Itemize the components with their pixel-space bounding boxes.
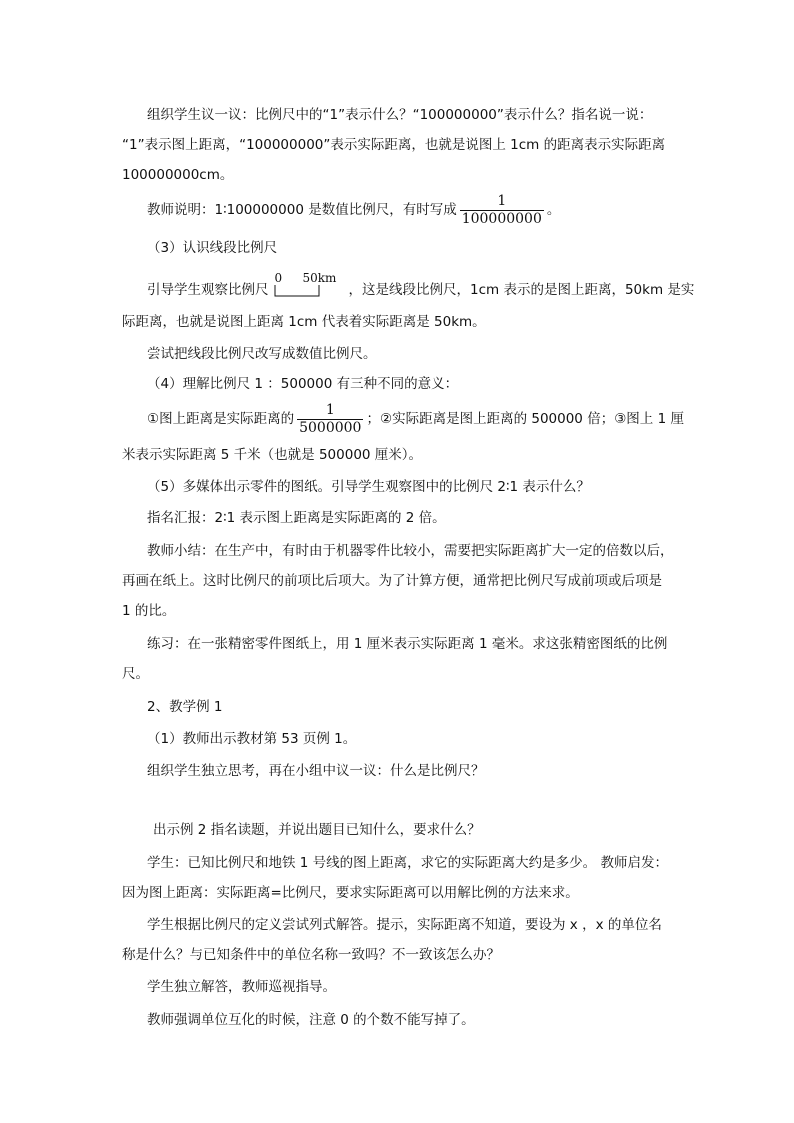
fraction: [297, 402, 363, 437]
paragraph-example2: 出示例 2 指名读题，并说出题目已知什么，要求什么？: [153, 822, 481, 838]
line-scale-figure: [273, 271, 345, 300]
paragraph-exercise: 练习：在一张精密零件图纸上，用 1 厘米表示实际距离 1 毫米。求这张精密图纸的比例: [147, 636, 668, 652]
text-segment: ；②实际距离是图上距离的 500000 倍；③图上 1 厘: [366, 411, 684, 427]
paragraph-student-answer: 学生：已知比例尺和地铁 1 号线的图上距离，求它的实际距离大约是多少。 教师启发：: [147, 855, 668, 871]
scale-label-50km: 50km: [302, 271, 337, 285]
fraction-numerator: 1: [497, 192, 507, 209]
text-segment: 教师说明：1∶100000000 是数值比例尺，有时写成: [147, 202, 457, 218]
paragraph-discussion: 组织学生议一议：比例尺中的“1”表示什么？“100000000”表示什么？指名说一说：: [147, 107, 653, 123]
scale-label-zero: 0: [274, 271, 283, 285]
paragraph-emphasis: 教师强调单位互化的时候，注意 0 的个数不能写掉了。: [147, 1012, 475, 1028]
paragraph-teacher-explains: [147, 192, 560, 228]
fraction-denominator: 5000000: [299, 419, 362, 436]
paragraph-discussion-end: 100000000cm。: [122, 167, 234, 183]
paragraph-group-discussion: 组织学生独立思考，再在小组中议一议：什么是比例尺？: [147, 763, 485, 779]
text-segment: ①图上距离是实际距离的: [147, 411, 295, 427]
fraction-numerator: 1: [325, 401, 335, 418]
paragraph-try-solve: 学生根据比例尺的定义尝试列式解答。提示，实际距离不知道，要设为 x ，x 的单位名: [147, 917, 662, 933]
paragraph-try-convert: 尝试把线段比例尺改写成数值比例尺。: [147, 346, 377, 362]
paragraph-three-meanings-cont: 米表示实际距离 5 千米（也就是 500000 厘米）。: [122, 447, 423, 463]
text-segment: ，这是线段比例尺，1cm 表示的是图上距离，50km 是实: [348, 282, 695, 298]
paragraph-teacher-summary: 教师小结：在生产中，有时由于机器零件比较小，需要把实际距离扩大一定的倍数以后，: [147, 543, 674, 559]
scale-bar-icon: [273, 284, 345, 298]
paragraph-line-scale-cont: 际距离，也就是说图上距离 1cm 代表着实际距离是 50km。: [122, 314, 486, 330]
paragraph-independent: 学生独立解答，教师巡视指导。: [147, 979, 336, 995]
paragraph-teacher-summary-end: 1 的比。: [122, 603, 176, 619]
paragraph-exercise-cont: 尺。: [122, 666, 149, 682]
paragraph-line-scale: [147, 271, 695, 300]
section-heading-3: （3）认识线段比例尺: [147, 240, 278, 256]
paragraph-report: 指名汇报：2∶1 表示图上距离是实际距离的 2 倍。: [147, 510, 446, 526]
paragraph-teacher-summary-cont: 再画在纸上。这时比例尺的前项比后项大。为了计算方便，通常把比例尺写成前项或后项是: [122, 573, 662, 589]
paragraph-discussion-cont: “1”表示图上距离，“100000000”表示实际距离，也就是说图上 1cm 的距离表示实际距离: [122, 137, 666, 153]
fraction: [460, 193, 544, 228]
text-segment: 。: [546, 202, 561, 218]
paragraph-student-answer-cont: 因为图上距离：实际距离=比例尺，要求实际距离可以用解比例的方法来求。: [122, 885, 579, 901]
fraction-denominator: 100000000: [461, 210, 542, 227]
paragraph-three-meanings: [147, 400, 684, 438]
text-segment: 引导学生观察比例尺: [147, 282, 269, 298]
paragraph-try-solve-cont: 称是什么？与已知条件中的单位名称一致吗？不一致该怎么办？: [122, 947, 500, 963]
section-heading-5: （5）多媒体出示零件的图纸。引导学生观察图中的比例尺 2∶1 表示什么？: [147, 479, 590, 495]
paragraph-show-example: （1）教师出示教材第 53 页例 1。: [147, 731, 357, 747]
section-heading-4: （4）理解比例尺 1 ：500000 有三种不同的意义：: [147, 376, 459, 392]
section-heading-example1: 2、教学例 1: [147, 699, 223, 715]
